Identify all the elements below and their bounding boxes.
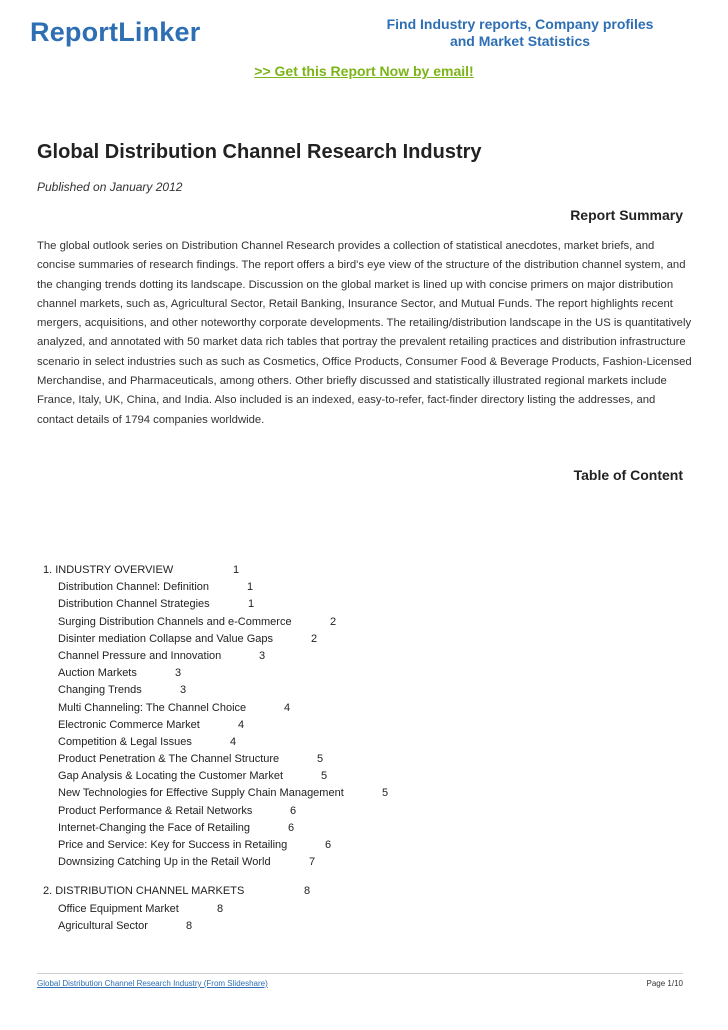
- toc-label: Distribution Channel Strategies: [58, 598, 210, 611]
- toc-label: 2. DISTRIBUTION CHANNEL MARKETS: [43, 885, 245, 898]
- toc-page-number: 6: [325, 839, 332, 851]
- toc-page-number: 3: [259, 649, 266, 662]
- toc-label: Agricultural Sector: [58, 919, 148, 932]
- toc-label: Product Penetration & The Channel Structure: [58, 753, 280, 766]
- report-title: Global Distribution Channel Research Industry: [37, 141, 482, 163]
- toc-label: Channel Pressure and Innovation: [58, 649, 222, 662]
- toc-item: [43, 854, 463, 871]
- toc-label: New Technologies for Effective Supply Chain Management: [58, 787, 344, 800]
- toc-page-number: 8: [217, 902, 224, 915]
- toc-page-number: 8: [304, 885, 311, 898]
- toc-item: [43, 734, 463, 751]
- table-of-content-heading: Table of Content: [573, 467, 683, 483]
- toc-chapter: [43, 562, 463, 579]
- toc-page-number: 8: [186, 919, 193, 932]
- toc-label: 1. INDUSTRY OVERVIEW: [43, 564, 174, 576]
- toc-item: [43, 901, 463, 918]
- toc-page-number: 2: [330, 615, 337, 628]
- toc-label: Office Equipment Market: [58, 902, 179, 915]
- toc-label: Auction Markets: [58, 667, 137, 680]
- toc-label: Internet-Changing the Face of Retailing: [58, 821, 251, 834]
- toc-page-number: 1: [247, 581, 254, 594]
- toc-label: Disinter mediation Collapse and Value Gaps: [58, 632, 274, 645]
- toc-page-number: 4: [238, 718, 245, 731]
- toc-page-number: 5: [382, 787, 389, 800]
- toc-item: [43, 579, 463, 596]
- toc-label: Gap Analysis & Locating the Customer Market: [58, 770, 283, 783]
- toc-page-number: 3: [180, 684, 187, 697]
- toc-label: Downsizing Catching Up in the Retail World: [58, 856, 271, 869]
- toc-item: [43, 768, 463, 785]
- toc-gap: [43, 871, 463, 883]
- toc-label: Price and Service: Key for Success in Retailing: [58, 839, 288, 851]
- report-summary-heading: Report Summary: [570, 207, 683, 223]
- toc-page-number: 5: [317, 753, 324, 766]
- tagline: [360, 16, 680, 50]
- logo[interactable]: ReportLinker: [30, 17, 201, 47]
- footer-rule: [37, 973, 683, 974]
- toc-page-number: 5: [321, 770, 328, 783]
- toc-label: Changing Trends: [58, 684, 142, 697]
- toc-page-number: 6: [290, 804, 297, 817]
- toc-label: Competition & Legal Issues: [58, 735, 192, 748]
- toc-item: [43, 803, 463, 820]
- toc-page-number: 4: [230, 735, 237, 748]
- table-of-contents: [43, 562, 463, 935]
- toc-page-number: 1: [233, 564, 240, 576]
- footer-page-number: Page 1/10: [646, 979, 683, 988]
- toc-label: Electronic Commerce Market: [58, 718, 200, 731]
- toc-page-number: 1: [248, 598, 255, 611]
- toc-item: [43, 665, 463, 682]
- toc-label: Surging Distribution Channels and e-Commerce: [58, 615, 292, 628]
- toc-item: [43, 614, 463, 631]
- toc-item: [43, 596, 463, 613]
- toc-page-number: 7: [309, 856, 316, 869]
- toc-label: Distribution Channel: Definition: [58, 581, 210, 594]
- toc-item: [43, 648, 463, 665]
- toc-item: [43, 700, 463, 717]
- toc-label: Product Performance & Retail Networks: [58, 804, 253, 817]
- toc-page-number: 2: [311, 632, 318, 645]
- toc-item: [43, 837, 463, 854]
- report-summary-text: The global outlook series on Distribution Channel Research provides a collection of statistical anecdotes, market briefs, and concise summaries of research findings. The report offers a bird's eye view of the structure of the distribution channel system, and the changing trends dotting its landscape. Discussion on the global market is lined up with concise primers on major distribution channel markets, such as, Agricultural Sector, Retail Banking, Insurance Sector, and Mutual Funds. The report highlights recent mergers, acquisitions, and other noteworthy corporate developments. The retailing/distribution landscape in the US is quantitatively analyzed, and annotated with 50 market data rich tables that portray the prevalent retailing practices and distribution infrastructure scenario in select industries such as such as Cosmetics, Office Products, Consumer Food & Beverage Products, Fashion-Licensed Merchandise, and Pharmaceuticals, among others. Other briefly discussed and statistically illustrated regional markets include France, Italy, UK, China, and India. Also included is an indexed, easy-to-refer, fact-finder directory listing the addresses, and contact details of 1794 companies worldwide.: [37, 240, 692, 426]
- toc-label: Multi Channeling: The Channel Choice: [58, 701, 247, 714]
- toc-item: [43, 820, 463, 837]
- toc-page-number: 6: [288, 821, 295, 834]
- toc-page-number: 4: [284, 701, 291, 714]
- toc-item: [43, 918, 463, 935]
- published-date: Published on January 2012: [37, 180, 183, 194]
- toc-item: [43, 682, 463, 699]
- toc-item: [43, 751, 463, 768]
- toc-item: [43, 631, 463, 648]
- toc-item: [43, 717, 463, 734]
- toc-item: [43, 785, 463, 802]
- get-report-link[interactable]: >> Get this Report Now by email!: [254, 63, 474, 79]
- tagline-line-1: Find Industry reports, Company profiles: [386, 16, 654, 32]
- footer-source-link[interactable]: Global Distribution Channel Research Industry (From Slideshare): [37, 979, 268, 988]
- tagline-line-2: and Market Statistics: [449, 33, 591, 49]
- toc-page-number: 3: [175, 667, 182, 680]
- toc-chapter: [43, 883, 463, 900]
